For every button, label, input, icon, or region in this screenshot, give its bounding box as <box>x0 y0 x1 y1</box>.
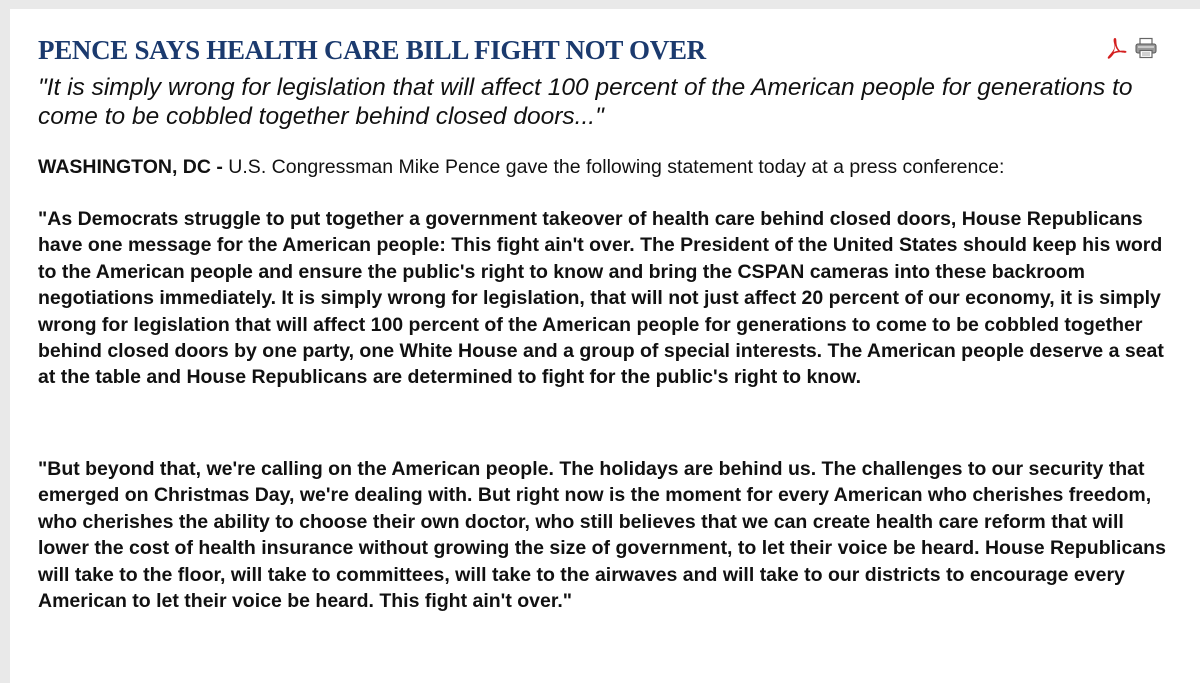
headline: PENCE SAYS HEALTH CARE BILL FIGHT NOT OVER <box>38 35 706 65</box>
dateline <box>38 154 1178 180</box>
subheadline-quote: "It is simply wrong for legislation that will affect 100 percent of the American people for generations to come to be cobbled together behind closed doors..." <box>38 74 1133 130</box>
printer-icon[interactable] <box>1134 36 1158 60</box>
statement-paragraph-2: "But beyond that, we're calling on the American people. The holidays are behind us. The challenges to our security that emerged on Christmas Day, we're dealing with. But right now is the moment for every American who cherishes freedom, who cherishes the ability to choose their own doctor, who still believes that we can create health care reform that will lower the cost of health insurance without growing the size of government, to let their voice be heard. House Republicans will take to the floor, will take to committees, will take to the airwaves and will take to our districts to encourage every American to let their voice be heard. This fight ain't over." <box>38 458 1166 613</box>
pdf-icon[interactable] <box>1104 36 1128 60</box>
statement-paragraph-1: "As Democrats struggle to put together a government takeover of health care behind closed doors, House Republicans have one message for the American people: This fight ain't over. The President of the United States should keep his word to the American people and ensure the public's right to know and bring the CSPAN cameras into these backroom negotiations immediately. It is simply wrong for legislation, that will not just affect 20 percent of our economy, it is simply wrong for legislation that will affect 100 percent of the American people for generations to come to be cobbled together behind closed doors by one party, one White House and a group of special interests. The American people deserve a seat at the table and House Republicans are determined to fight for the public's right to know. <box>38 208 1164 389</box>
dateline-location: WASHINGTON, DC - <box>38 156 223 178</box>
toolbar <box>1104 36 1158 60</box>
dateline-text: U.S. Congressman Mike Pence gave the following statement today at a press conference: <box>222 156 1005 178</box>
